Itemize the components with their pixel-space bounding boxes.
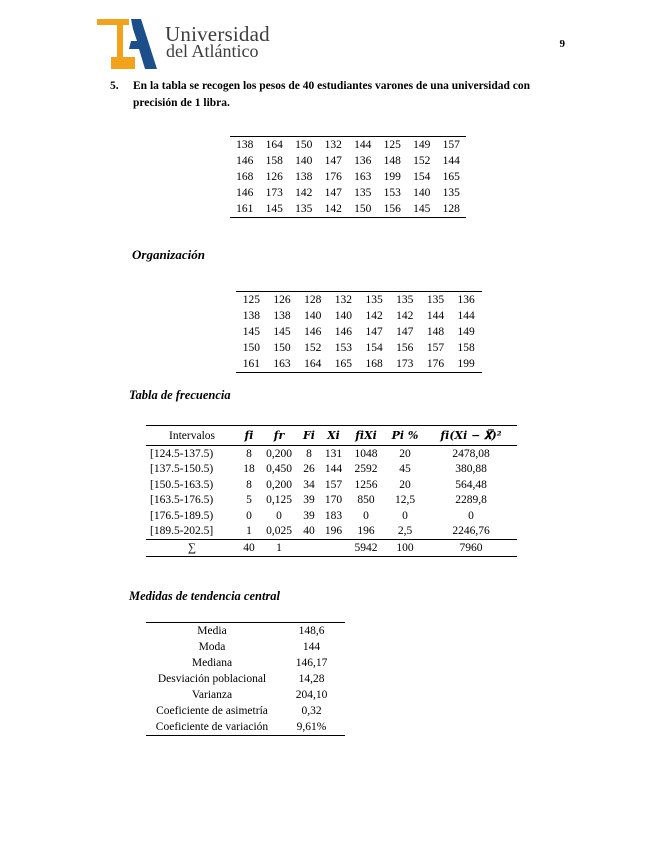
measure-label: Mediana (191, 657, 233, 669)
sorted-data-cell: 152 (304, 342, 322, 354)
frequency-sum-cell: ∑ (146, 540, 238, 557)
frequency-row (146, 493, 517, 509)
raw-data-cell: 142 (295, 187, 313, 199)
measure-label: Coeficiente de asimetría (156, 705, 268, 717)
raw-data-cell: 148 (383, 155, 401, 167)
sorted-data-cell: 144 (426, 310, 445, 322)
frequency-cell: 18 (243, 463, 255, 476)
central-tendency-title: Medidas de tendencia central (129, 589, 281, 603)
sorted-data-cell: 142 (365, 310, 383, 322)
measure-label: Desviación poblacional (157, 673, 267, 685)
frequency-cell: 850 (357, 494, 375, 507)
raw-data-cell: 132 (324, 139, 342, 151)
raw-data-cell: 158 (265, 155, 283, 167)
measure-value: 204,10 (295, 689, 328, 701)
sorted-data-cell: 146 (304, 326, 322, 338)
raw-data-cell: 149 (413, 139, 431, 151)
frequency-cell: 183 (324, 509, 343, 522)
frequency-cell: [163.5-176.5) (150, 494, 214, 507)
sorted-data-cell: 132 (334, 294, 353, 306)
frequency-cell: 0,200 (266, 447, 292, 460)
frequency-sum-cell: 40 (238, 540, 260, 557)
frequency-row (146, 462, 517, 478)
central-measure-row (146, 719, 345, 736)
central-measure-row (146, 623, 345, 640)
sorted-data-cell: 161 (242, 358, 260, 370)
frequency-cell: 1 (246, 525, 252, 538)
frequency-row (146, 446, 517, 462)
sorted-data-cell: 154 (365, 342, 383, 354)
frequency-cell: 1256 (354, 478, 378, 491)
sorted-data-cell: 168 (365, 358, 383, 370)
organization-title: Organización (132, 247, 205, 262)
central-measure-row (146, 703, 345, 719)
measure-label: Varianza (191, 689, 233, 701)
raw-data-cell: 144 (442, 155, 460, 167)
frequency-header-row (146, 426, 517, 446)
sorted-data-cell: 156 (396, 342, 414, 354)
central-measure-row (146, 687, 345, 703)
raw-data-row (230, 153, 466, 169)
raw-data-row (230, 169, 466, 185)
sorted-data-cell: 135 (396, 294, 414, 306)
frequency-cell: 40 (303, 525, 315, 538)
central-measure-row (146, 671, 345, 687)
sorted-data-row (236, 340, 482, 356)
sorted-data-cell: 173 (396, 358, 414, 370)
frequency-cell: [137.5-150.5) (150, 463, 214, 476)
frequency-cell: 0 (468, 509, 474, 522)
frequency-cell: [150.5-163.5) (150, 478, 214, 491)
raw-data-cell: 173 (265, 187, 283, 199)
raw-data-cell: 135 (442, 187, 460, 199)
sorted-data-cell: 165 (334, 358, 353, 370)
raw-data-cell: 145 (413, 203, 431, 215)
frequency-sum-cell (320, 540, 347, 557)
raw-data-cell: 126 (265, 171, 283, 183)
frequency-header-cell: 𝒇𝒊 (238, 426, 260, 446)
sorted-data-cell: 147 (365, 326, 383, 338)
university-name (165, 22, 270, 61)
frequency-cell: 0 (363, 509, 369, 522)
frequency-cell: 39 (303, 509, 315, 522)
frequency-cell: 0,450 (266, 463, 292, 476)
frequency-row (146, 477, 517, 493)
raw-data-cell: 147 (324, 155, 342, 167)
raw-data-cell: 125 (383, 139, 401, 151)
raw-data-cell: 147 (324, 187, 342, 199)
sorted-data-cell: 142 (396, 310, 414, 322)
sorted-data-cell: 158 (457, 342, 475, 354)
frequency-cell: 2246,76 (452, 525, 490, 538)
sorted-data-cell: 138 (273, 310, 291, 322)
frequency-cell: 0,200 (266, 478, 292, 491)
frequency-cell: 196 (324, 525, 343, 538)
sorted-data-cell: 138 (242, 310, 260, 322)
raw-data-row (230, 201, 466, 218)
sorted-data-cell: 153 (334, 342, 353, 354)
raw-data-cell: 163 (354, 171, 372, 183)
frequency-cell: 0,125 (266, 494, 292, 507)
measure-value: 146,17 (295, 657, 328, 669)
frequency-cell: 0,025 (266, 525, 292, 538)
sorted-data-cell: 164 (304, 358, 322, 370)
frequency-cell: 157 (324, 478, 343, 491)
frequency-sum-cell (298, 540, 320, 557)
raw-data-cell: 150 (354, 203, 372, 215)
frequency-sum-cell: 5942 (347, 540, 385, 557)
sorted-data-cell: 146 (334, 326, 353, 338)
measure-label: Coeficiente de variación (155, 721, 269, 733)
sorted-data-cell: 163 (273, 358, 291, 370)
raw-data-cell: 176 (324, 171, 342, 183)
logo-line-1: Universidad (165, 22, 270, 46)
frequency-sum-cell: 7960 (425, 540, 517, 557)
raw-data-cell: 140 (295, 155, 313, 167)
sorted-data-cell: 148 (426, 326, 445, 338)
central-measure-row (146, 639, 345, 655)
frequency-cell: 26 (303, 463, 315, 476)
sorted-data-cell: 128 (304, 294, 322, 306)
frequency-cell: 2289,8 (455, 494, 487, 507)
frequency-cell: 45 (399, 463, 411, 476)
raw-data-cell: 150 (295, 139, 313, 151)
raw-data-cell: 168 (236, 171, 254, 183)
frequency-cell: 2478,08 (452, 447, 490, 460)
raw-data-cell: 153 (383, 187, 401, 199)
frequency-cell: 0 (246, 509, 252, 522)
frequency-cell: 20 (399, 478, 411, 491)
university-logo (95, 17, 159, 71)
raw-data-cell: 135 (295, 203, 313, 215)
frequency-cell: 564,48 (455, 478, 487, 491)
frequency-cell: 0 (402, 509, 408, 522)
frequency-table-title: Tabla de frecuencia (129, 388, 231, 402)
frequency-cell: [189.5-202.5] (150, 525, 214, 538)
sorted-data-cell: 135 (365, 294, 383, 306)
page-number: 9 (559, 38, 565, 50)
sorted-data-row (236, 324, 482, 340)
frequency-cell: 1048 (354, 447, 378, 460)
frequency-cell: 144 (324, 463, 343, 476)
central-tendency-table (146, 622, 345, 736)
frequency-cell: 380,88 (455, 463, 487, 476)
frequency-header-cell: 𝑷𝒊 % (385, 426, 425, 446)
sorted-data-cell: 125 (242, 294, 260, 306)
frequency-cell: 0 (276, 509, 282, 522)
frequency-row (146, 524, 517, 540)
frequency-cell: 34 (303, 478, 315, 491)
raw-data-cell: 156 (383, 203, 401, 215)
frequency-cell: 196 (357, 525, 375, 538)
raw-data-cell: 140 (413, 187, 431, 199)
raw-data-table (230, 136, 466, 218)
sorted-data-row (236, 356, 482, 373)
measure-value: 9,61% (296, 721, 327, 733)
frequency-cell: [124.5-137.5) (150, 447, 214, 460)
problem-statement (110, 78, 570, 112)
sorted-data-cell: 176 (426, 358, 445, 370)
frequency-cell: 8 (306, 447, 312, 460)
frequency-row (146, 508, 517, 524)
frequency-cell: 2,5 (397, 525, 413, 538)
raw-data-cell: 142 (324, 203, 342, 215)
raw-data-cell: 199 (383, 171, 401, 183)
raw-data-cell: 135 (354, 187, 372, 199)
frequency-header-cell: 𝒇𝒓 (260, 426, 298, 446)
measure-value: 148,6 (298, 625, 325, 637)
frequency-cell: 39 (303, 494, 315, 507)
sorted-data-cell: 144 (457, 310, 475, 322)
measure-value: 14,28 (298, 673, 325, 685)
sorted-data-cell: 199 (457, 358, 475, 370)
measure-label: Media (197, 625, 227, 637)
raw-data-row (230, 185, 466, 201)
sorted-data-table (236, 291, 482, 373)
raw-data-cell: 146 (236, 155, 254, 167)
central-measure-row (146, 655, 345, 671)
sorted-data-cell: 145 (273, 326, 291, 338)
frequency-cell: 170 (324, 494, 343, 507)
sorted-data-cell: 149 (457, 326, 475, 338)
raw-data-cell: 128 (442, 203, 460, 215)
frequency-header-cell: 𝑿𝒊 (320, 426, 347, 446)
sorted-data-cell: 145 (242, 326, 260, 338)
raw-data-cell: 136 (354, 155, 372, 167)
sorted-data-cell: 135 (426, 294, 445, 306)
sorted-data-cell: 157 (426, 342, 445, 354)
raw-data-cell: 157 (442, 139, 460, 151)
frequency-header-cell: Intervalos (146, 426, 238, 446)
frequency-table (146, 425, 517, 557)
logo-line-2: del Atlántico (166, 41, 259, 61)
frequency-cell: 2592 (354, 463, 378, 476)
sorted-data-cell: 126 (273, 294, 291, 306)
problem-number: 5. (110, 80, 119, 92)
sorted-data-cell: 150 (273, 342, 291, 354)
raw-data-cell: 145 (265, 203, 283, 215)
logo-orange-shape (97, 19, 135, 69)
frequency-sum-cell: 100 (385, 540, 425, 557)
raw-data-cell: 154 (413, 171, 431, 183)
frequency-sum-cell: 1 (260, 540, 298, 557)
measure-value: 144 (302, 641, 321, 653)
frequency-cell: 8 (246, 447, 252, 460)
sorted-data-cell: 136 (457, 294, 475, 306)
frequency-header-cell: 𝑭𝒊 (298, 426, 320, 446)
raw-data-cell: 144 (354, 139, 372, 151)
raw-data-cell: 146 (236, 187, 254, 199)
raw-data-cell: 138 (236, 139, 254, 151)
problem-text: En la tabla se recogen los pesos de 40 estudiantes varones de una universidad con precisión de 1 libra. (133, 80, 531, 109)
frequency-cell: 5 (246, 494, 252, 507)
frequency-cell: [176.5-189.5) (150, 509, 214, 522)
measure-label: Moda (198, 641, 226, 653)
raw-data-cell: 161 (236, 203, 254, 215)
frequency-header-cell: 𝒇𝒊(𝑿𝒊 − 𝐗̅)² (425, 426, 517, 446)
frequency-header-cell: 𝒇𝒊𝑿𝒊 (347, 426, 385, 446)
sorted-data-row (236, 308, 482, 324)
sorted-data-row (236, 292, 482, 309)
raw-data-cell: 152 (413, 155, 431, 167)
frequency-sum-row (146, 540, 517, 557)
raw-data-cell: 165 (442, 171, 460, 183)
raw-data-row (230, 137, 466, 154)
raw-data-cell: 164 (265, 139, 283, 151)
sorted-data-cell: 140 (304, 310, 322, 322)
sorted-data-cell: 147 (396, 326, 414, 338)
sorted-data-cell: 140 (334, 310, 353, 322)
measure-value: 0,32 (301, 705, 322, 717)
raw-data-cell: 138 (295, 171, 313, 183)
frequency-cell: 12,5 (394, 494, 416, 507)
sorted-data-cell: 150 (242, 342, 260, 354)
frequency-cell: 8 (246, 478, 252, 491)
frequency-cell: 131 (324, 447, 343, 460)
frequency-cell: 20 (399, 447, 411, 460)
